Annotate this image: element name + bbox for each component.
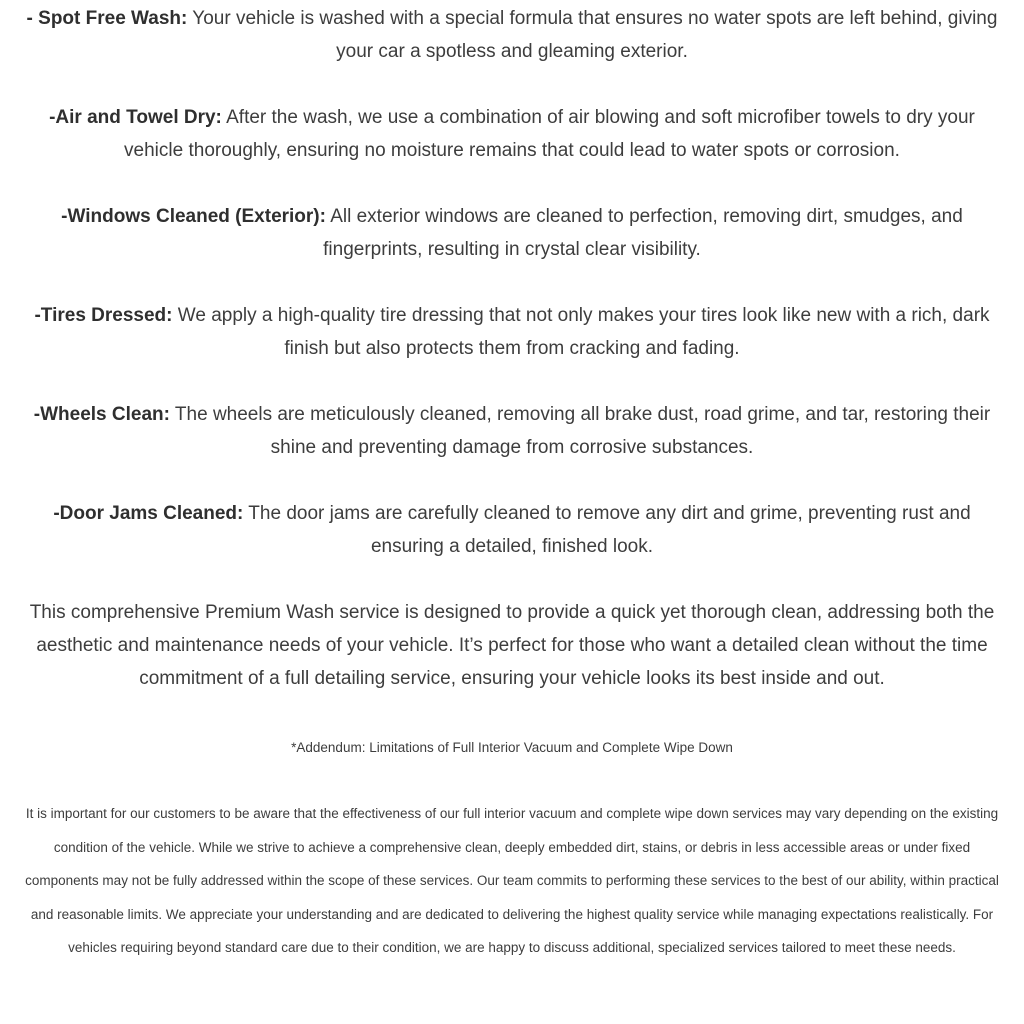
- service-label: -Windows Cleaned (Exterior):: [61, 206, 326, 227]
- service-item-spot-free-wash: [17, 2, 1007, 68]
- service-description: The wheels are meticulously cleaned, removing all brake dust, road grime, and tar, restoring their shine and preventing damage from corrosive substances.: [174, 404, 991, 458]
- service-label: - Spot Free Wash:: [26, 8, 188, 29]
- addendum-heading: *Addendum: Limitations of Full Interior Vacuum and Complete Wipe Down: [291, 740, 733, 755]
- service-item-wheels-clean: [17, 398, 1007, 464]
- service-description: After the wash, we use a combination of air blowing and soft microfiber towels to dry your vehicle thoroughly, ensuring no moisture remains that could lead to water spots or corrosion.: [124, 107, 975, 161]
- service-label: -Tires Dressed:: [34, 305, 173, 326]
- service-item-air-and-towel-dry: [17, 101, 1007, 167]
- service-description: The door jams are carefully cleaned to remove any dirt and grime, preventing rust and ensuring a detailed, finished look.: [248, 503, 971, 557]
- service-item-door-jams-cleaned: [17, 497, 1007, 563]
- addendum-body: It is important for our customers to be aware that the effectiveness of our full interior vacuum and complete wipe down services may vary depending on the existing condition of the vehicle. While we strive to achieve a comprehensive clean, deeply embedded dirt, stains, or debris in less accessible areas or under fixed components may not be fully addressed within the scope of these services. Our team commits to performing these services to the best of our ability, within practical and reasonable limits. We appreciate your understanding and are dedicated to delivering the highest quality service while managing expectations realistically. For vehicles requiring beyond standard care due to their condition, we are happy to discuss additional, specialized services tailored to meet these needs.: [25, 806, 999, 955]
- service-label: -Door Jams Cleaned:: [53, 503, 244, 524]
- summary-paragraph: This comprehensive Premium Wash service is designed to provide a quick yet thorough clean, addressing both the aesthetic and maintenance needs of your vehicle. It’s perfect for those who want a detailed clean without the time commitment of a full detailing service, ensuring your vehicle looks its best inside and out.: [29, 602, 995, 689]
- service-description: Your vehicle is washed with a special formula that ensures no water spots are left behind, giving your car a spotless and gleaming exterior.: [192, 8, 998, 62]
- service-description: All exterior windows are cleaned to perfection, removing dirt, smudges, and fingerprints, resulting in crystal clear visibility.: [323, 206, 963, 260]
- service-label: -Air and Towel Dry:: [49, 107, 222, 128]
- service-label: -Wheels Clean:: [33, 404, 170, 425]
- service-item-windows-cleaned: [17, 200, 1007, 266]
- service-description: We apply a high-quality tire dressing that not only makes your tires look like new with a rich, dark finish but also protects them from cracking and fading.: [177, 305, 990, 359]
- service-item-tires-dressed: [17, 299, 1007, 365]
